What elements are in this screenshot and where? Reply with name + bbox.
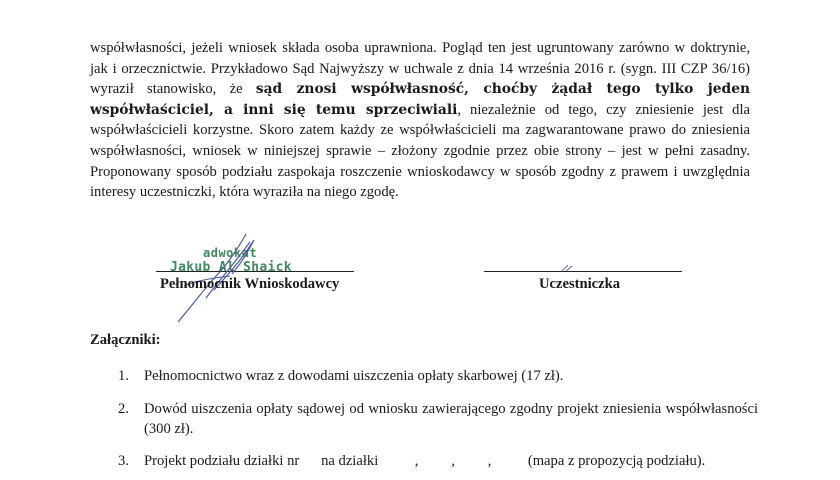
attachment-text: Pełnomocnictwo wraz z dowodami uiszczenia opłaty skarbowej (17 zł). bbox=[144, 368, 564, 384]
attachment-text: Dowód uiszczenia opłaty sądowej od wniosku zawierającego zgodny projekt zniesienia współwłasności (300 zł). bbox=[144, 401, 758, 437]
signature-label-attorney: Pełnomocnik Wnioskodawcy bbox=[160, 276, 340, 292]
paragraph-part-1: współwłasności, jeżeli wniosek składa osoba uprawniona. Pogląd ten jest ugruntowany zarówno w doktrynie, jak i orzecznictwie. Przykładowo Sąd Najwyższy w uchwale z dnia 14 września 2016 r. (sygn. III CZP 36/16) wyraził stanowisko, że bbox=[90, 40, 750, 98]
attachment-number: 1. bbox=[118, 368, 129, 384]
stamp-name: Jakub Al Shaick bbox=[170, 260, 292, 275]
attachment-number: 2. bbox=[118, 401, 129, 417]
attachment-text: Projekt podziału działki nr na działki , , , (mapa z propozycją podziału). bbox=[144, 453, 706, 469]
paragraph-bold-quote: sąd znosi współwłasność, choćby żądał tego tylko jeden współwłaściciel, a inni się temu sprzeciwiali bbox=[90, 81, 750, 118]
attachment-number: 3. bbox=[118, 453, 129, 469]
attachments-heading: Załączniki: bbox=[90, 332, 161, 348]
stamp-title: adwokat bbox=[203, 246, 258, 260]
signature-mark-icon bbox=[560, 262, 580, 274]
paragraph-part-2: , niezależnie od tego, czy zniesienie jest dla współwłaścicieli korzystne. Skoro zatem każdy ze współwłaścicieli ma zagwarantowane prawo do zniesienia współwłasności, wniosek w niniejszej sprawie – złożony zgodnie przez obie strony – jest w pełni zasadny. Proponowany sposób podziału zaspokaja roszczenie wnioskodawcy w sposób zgodny z prawem i uwzględnia interesy uczestniczki, która wyraziła na niego zgodę. bbox=[90, 101, 750, 201]
signature-label-participant: Uczestniczka bbox=[539, 276, 621, 292]
signature-line-right bbox=[484, 271, 682, 272]
body-paragraph bbox=[90, 38, 750, 203]
